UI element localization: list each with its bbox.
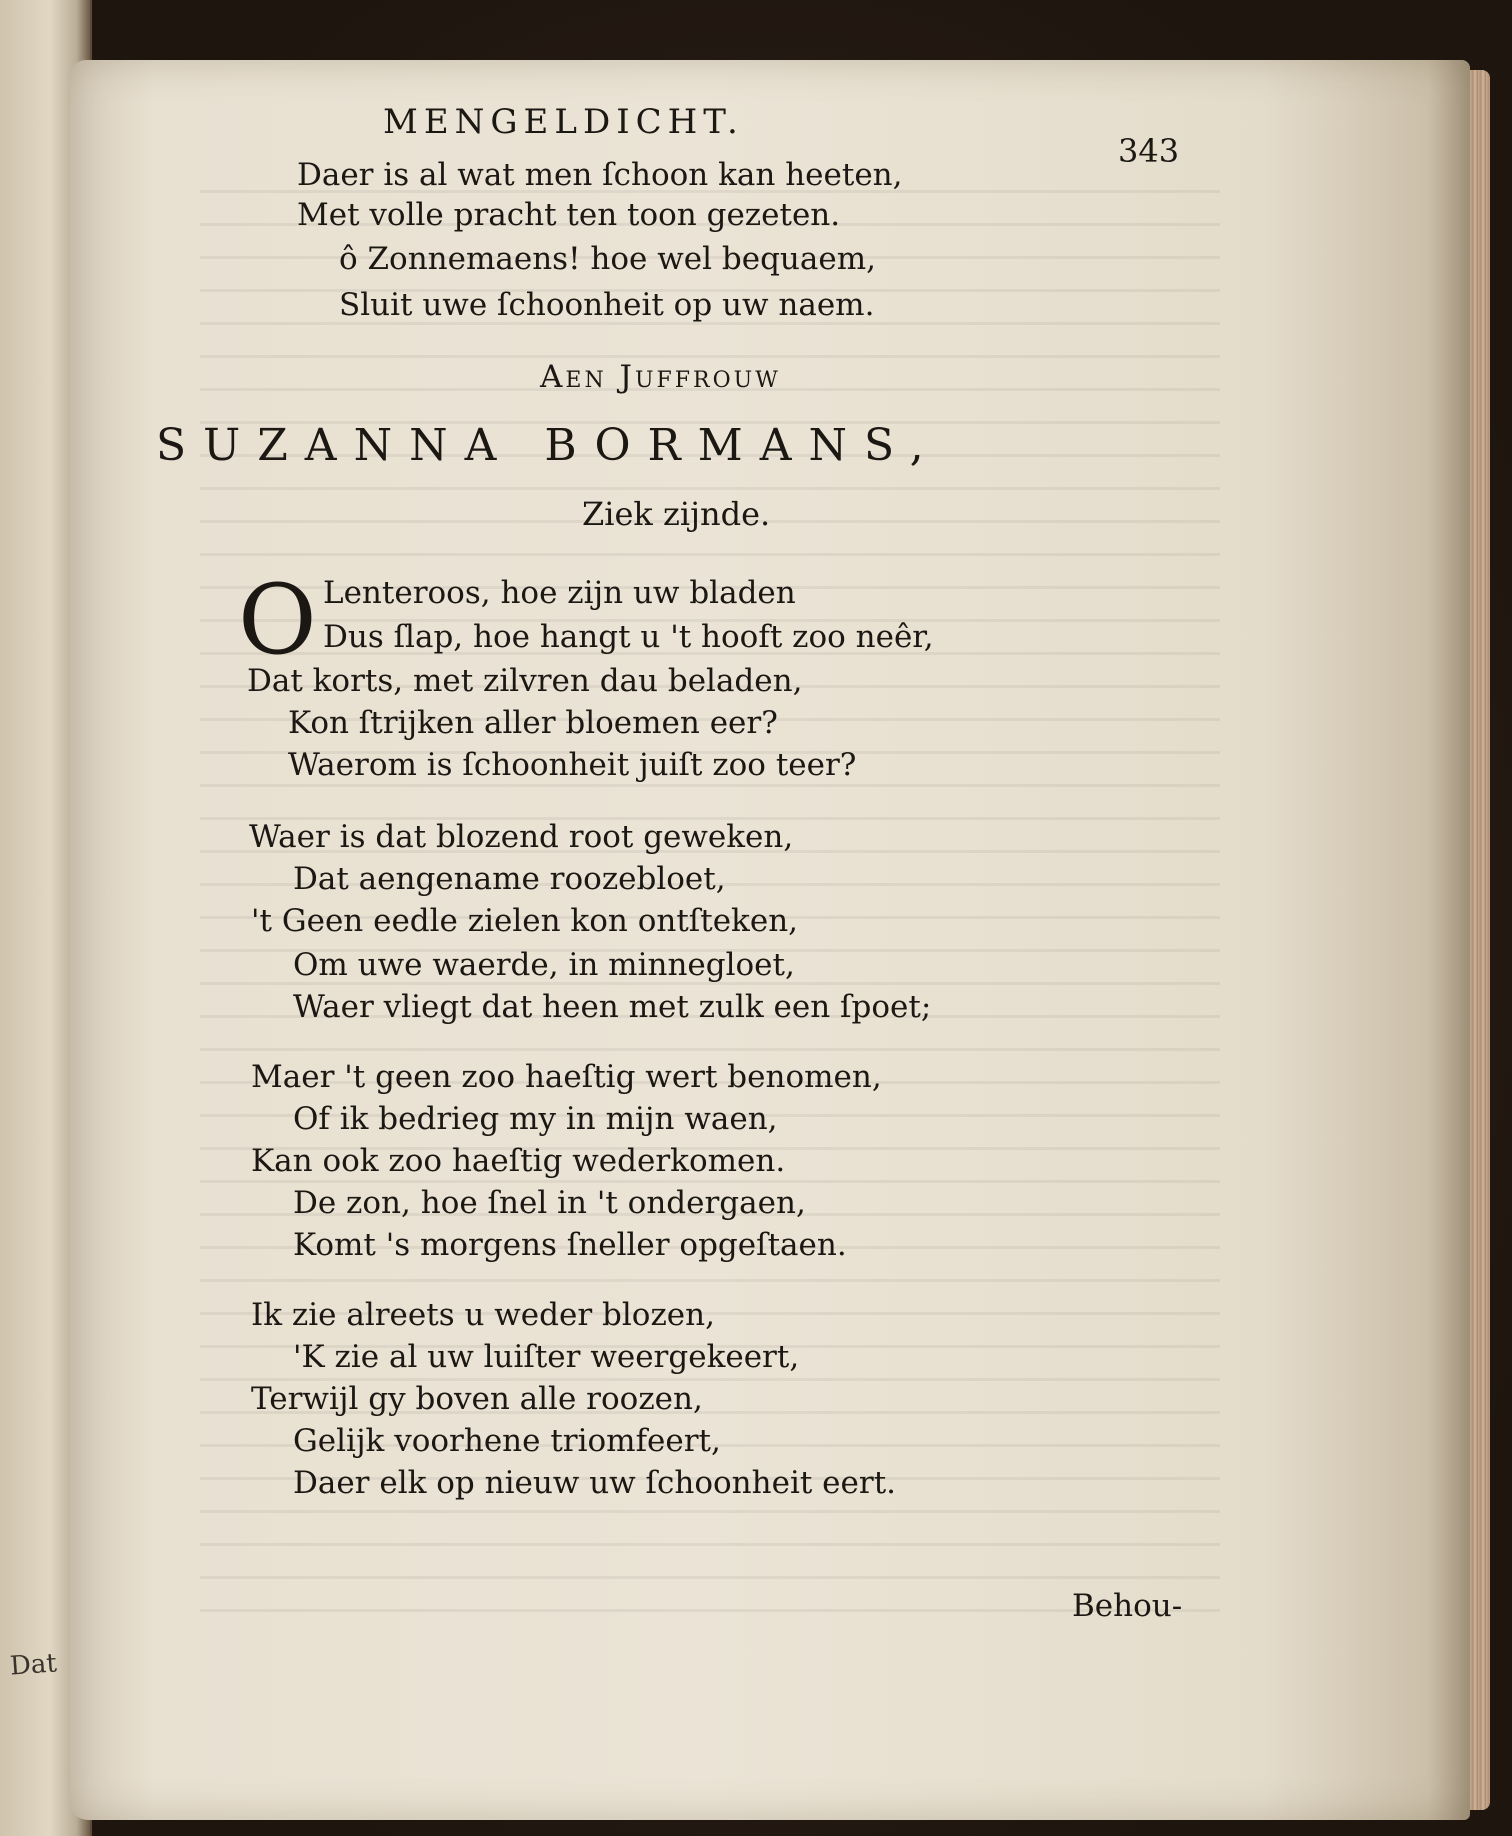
stanza1-line-3: Dat korts, met zilvren dau beladen,	[247, 663, 803, 699]
stanza3-line-1: Maer 't geen zoo haeſtig wert benomen,	[251, 1059, 882, 1095]
opening-line-2: Met volle pracht ten toon gezeten.	[297, 197, 841, 233]
stanza2-line-2: Dat aengename roozebloet,	[293, 861, 726, 897]
running-header: MENGELDICHT.	[383, 102, 744, 142]
stanza2-line-4: Om uwe waerde, in minnegloet,	[293, 947, 795, 983]
stanza2-line-5: Waer vliegt dat heen met zulk een ſpoet;	[293, 989, 932, 1025]
page-number: 343	[1118, 132, 1180, 170]
poem-dedication: Aen Juffrouw	[540, 359, 781, 395]
poem-subtitle: Ziek zijnde.	[582, 495, 771, 533]
book-page	[70, 60, 1470, 1820]
stanza4-line-1: Ik zie alreets u weder blozen,	[251, 1297, 715, 1333]
opening-line-1: Daer is al wat men ſchoon kan heeten,	[297, 157, 903, 193]
stanza1-line-2: Dus ſlap, hoe hangt u 't hooft zoo neêr,	[323, 619, 934, 655]
opening-line-4: Sluit uwe ſchoonheit op uw naem.	[339, 287, 875, 323]
poem-title-name: SUZANNA BORMANS,	[156, 420, 941, 471]
stanza2-line-3: 't Geen eedle zielen kon ontſteken,	[251, 903, 799, 939]
drop-cap: O	[238, 564, 317, 676]
stanza4-line-3: Terwijl gy boven alle roozen,	[251, 1381, 703, 1417]
stanza1-line-4: Kon ſtrijken aller bloemen eer?	[288, 705, 778, 741]
stanza3-line-2: Of ik bedrieg my in mijn waen,	[293, 1101, 778, 1137]
stanza1-line-1: Lenteroos, hoe zijn uw bladen	[323, 575, 796, 611]
catchword: Behou-	[1072, 1588, 1183, 1624]
stanza4-line-5: Daer elk op nieuw uw ſchoonheit eert.	[293, 1465, 897, 1501]
stanza3-line-4: De zon, hoe ſnel in 't ondergaen,	[293, 1185, 806, 1221]
stanza2-line-1: Waer is dat blozend root geweken,	[249, 819, 794, 855]
stanza4-line-2: 'K zie al uw luiſter weergekeert,	[293, 1339, 800, 1375]
left-page-fragment: Dat	[9, 1648, 58, 1682]
stanza1-line-5: Waerom is ſchoonheit juiſt zoo teer?	[288, 747, 857, 783]
opening-line-3: ô Zonnemaens! hoe wel bequaem,	[339, 241, 876, 277]
stanza3-line-3: Kan ook zoo haeſtig wederkomen.	[251, 1143, 786, 1179]
stanza4-line-4: Gelijk voorhene triomfeert,	[293, 1423, 721, 1459]
stanza3-line-5: Komt 's morgens ſneller opgeſtaen.	[293, 1227, 847, 1263]
